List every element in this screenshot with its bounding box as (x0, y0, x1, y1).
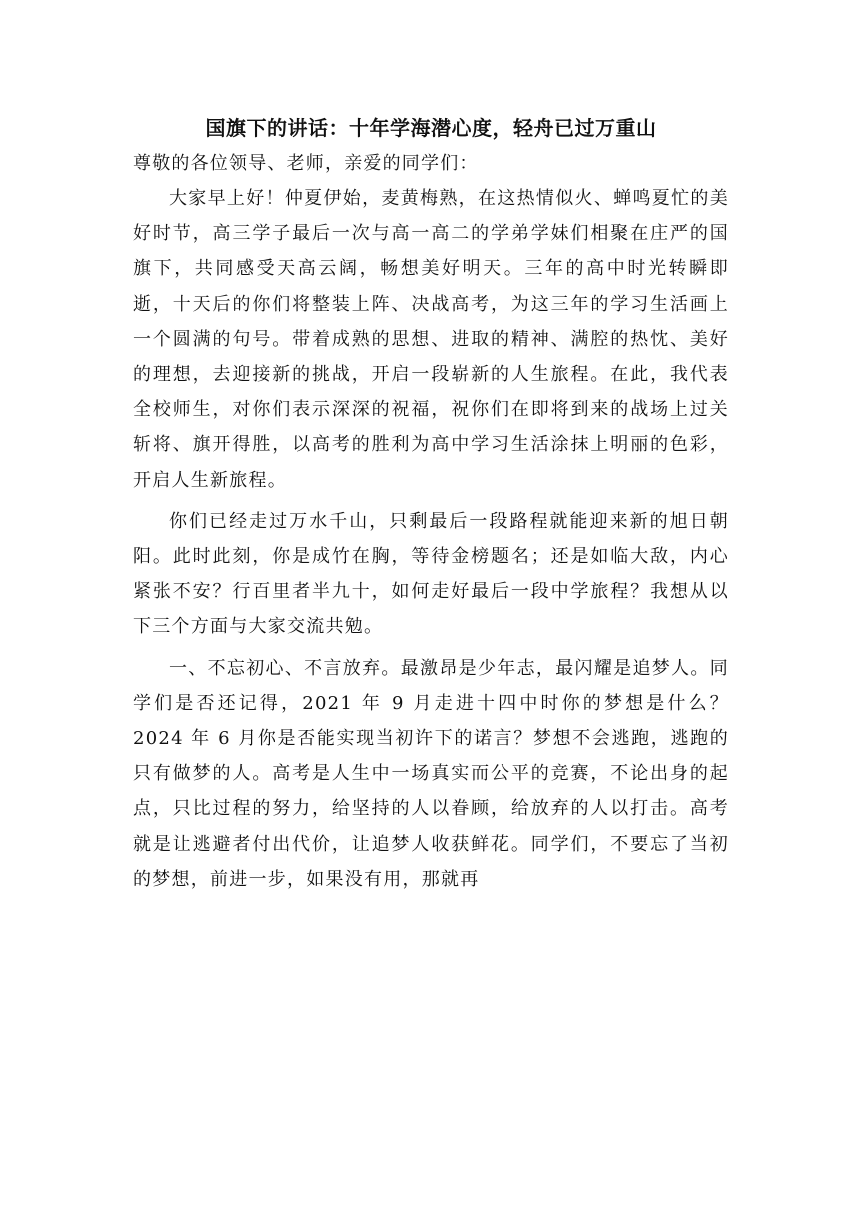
document-page (133, 112, 729, 903)
salutation: 尊敬的各位领导、老师，亲爱的同学们： (133, 153, 479, 174)
paragraph: 大家早上好！仲夏伊始，麦黄梅熟，在这热情似火、蝉鸣夏忙的美好时节，高三学子最后一次与高一高二的学弟学妹们相聚在庄严的国旗下，共同感受天高云阔，畅想美好明天。三年的高中时光转瞬即逝，十天后的你们将整装上阵、决战高考，为这三年的学习生活画上一个圆满的句号。带着成熟的思想、进取的精神、满腔的热忱、美好的理想，去迎接新的挑战，开启一段崭新的人生旅程。在此，我代表全校师生，对你们表示深深的祝福，祝你们在即将到来的战场上过关斩将、旗开得胜，以高考的胜利为高中学习生活涂抹上明丽的色彩，开启人生新旅程。 (133, 188, 729, 491)
paragraph: 你们已经走过万水千山，只剩最后一段路程就能迎来新的旭日朝阳。此时此刻，你是成竹在胸，等待金榜题名；还是如临大敌，内心紧张不安？行百里者半九十，如何走好最后一段中学旅程？我想从以下三个方面与大家交流共勉。 (133, 510, 729, 638)
document-title: 国旗下的讲话：十年学海潜心度，轻舟已过万重山 (205, 116, 657, 140)
paragraph: 一、不忘初心、不言放弃。最激昂是少年志，最闪耀是追梦人。同学们是否还记得，2021 年 9 月走进十四中时你的梦想是什么？2024 年 6 月你是否能实现当初许下的诺言？梦想不会逃跑，逃跑的只有做梦的人。高考是人生中一场真实而公平的竞赛，不论出身的起点，只比过程的努力，给坚持的人以眷顾，给放弃的人以打击。高考就是让逃避者付出代价，让追梦人收获鲜花。同学们，不要忘了当初的梦想，前进一步，如果没有用，那就再 (133, 657, 729, 890)
